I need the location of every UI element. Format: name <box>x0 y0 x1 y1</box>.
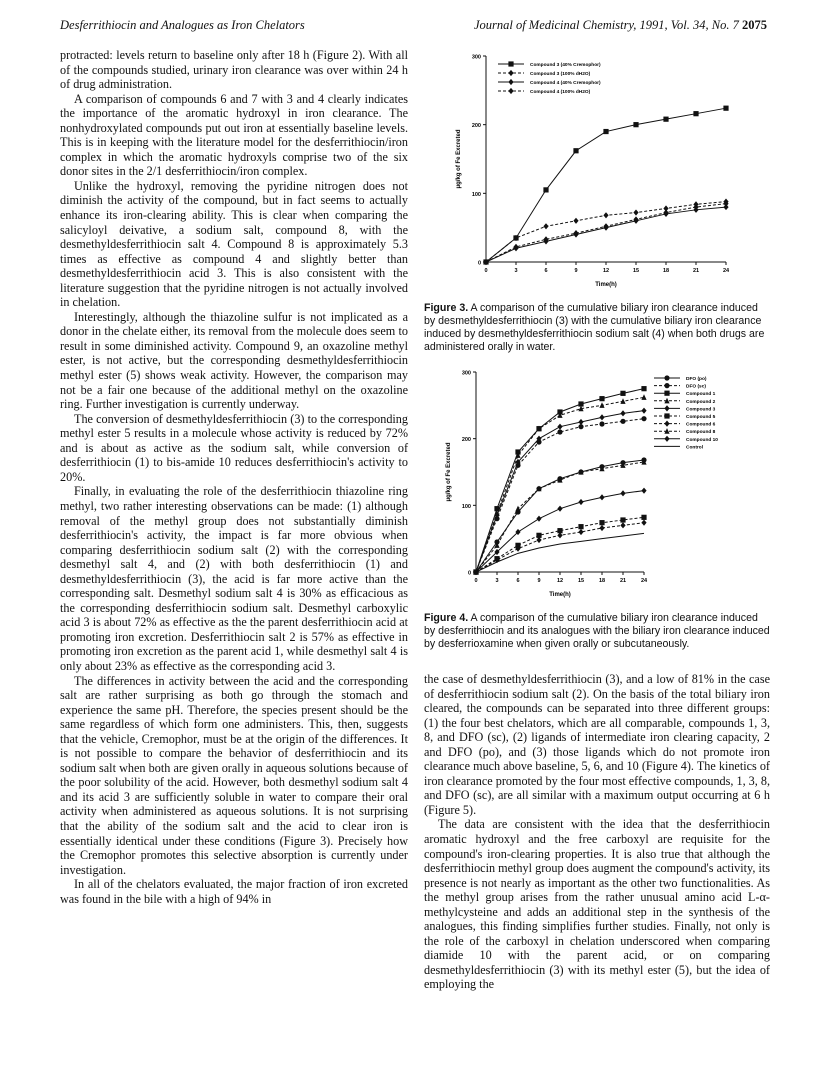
legend-entry: Compound 6 <box>686 422 716 428</box>
data-point <box>641 408 646 414</box>
x-tick-label: 12 <box>556 578 564 584</box>
figure-4-caption <box>424 612 770 651</box>
figure-3-caption <box>424 302 770 354</box>
x-tick-label: 9 <box>537 578 541 584</box>
series-6 <box>473 515 646 575</box>
legend-entry: Compound 10 <box>686 437 718 443</box>
x-axis-label: Time(h) <box>595 282 617 288</box>
data-point <box>603 129 608 134</box>
figure-4-chart <box>424 362 770 610</box>
data-point <box>557 506 562 512</box>
data-point <box>578 419 583 425</box>
data-point <box>620 419 625 424</box>
data-point <box>620 522 625 528</box>
y-tick-label: 100 <box>471 191 481 198</box>
x-tick-label: 0 <box>484 268 488 274</box>
series-line <box>476 397 644 572</box>
left-text-column <box>60 48 408 906</box>
data-point <box>620 398 625 404</box>
paragraph: the case of desmethyldesferrithiocin (3), and a low of 81% in the case of desferrithiocin sodium salt (2). On the basis of the total biliary iron cleared, the compounds can be separated into three different groups: (1) the four best chelators, which are all comparable, compounds 1, 3, 8, and DFO (sc), (2) ligands of intermediate iron clearing capacity, 2 and DFO (po), and (3) those ligands which do not promote iron clearance much above baseline, 5, 6, and 10 (Figure 4). The kinetics of iron clearance promoted by the four most effective compounds, 1, 3, 8, and DFO (sc), are all similar with a maximum output occurring at 6 h (Figure 5). <box>424 672 770 817</box>
legend-entry: Compound 2 <box>686 399 716 405</box>
legend-entry: DFO (sc) <box>686 384 706 390</box>
data-point <box>641 515 646 520</box>
x-tick-label: 18 <box>598 578 606 584</box>
legend-entry: Compound 5 <box>686 415 716 420</box>
data-point <box>641 488 646 494</box>
data-point <box>641 386 646 391</box>
y-axis-label: μg/kg of Fe Excreted <box>446 442 452 502</box>
data-point <box>599 494 604 500</box>
legend-entry: Compound 3 (100% dH2O) <box>530 72 591 77</box>
data-point <box>620 391 625 396</box>
series-line <box>476 419 644 572</box>
data-point <box>663 117 668 122</box>
series-2 <box>473 416 646 575</box>
data-point <box>515 506 520 512</box>
legend-entry: Compound 3 (40% Cremophor) <box>530 63 601 68</box>
data-point <box>536 516 541 522</box>
legend-marker <box>664 421 669 427</box>
figure-4-label: Figure 4. <box>424 612 469 624</box>
y-tick-label: 300 <box>461 370 471 377</box>
data-point <box>620 490 625 496</box>
y-tick-label: 300 <box>471 54 481 61</box>
page-number: 2075 <box>742 18 767 32</box>
y-tick-label: 0 <box>477 260 481 267</box>
legend-marker <box>664 391 669 396</box>
figure-3-chart <box>424 44 770 294</box>
paragraph: A comparison of compounds 6 and 7 with 3 and 4 clearly indicates the importance of the aromatic hydroxyl in iron clearance. The nonhydroxylated compounds put out iron at essentially baseline levels. This is in keeping with the literature model for the desferrithiocin/iron complex in which the aromatic hydroxyls comprise two of the six donor sites in the 2/1 desferrithiocin/iron complex. <box>60 91 408 179</box>
x-tick-label: 18 <box>662 268 670 274</box>
paragraph: The conversion of desmethyldesferrithiocin (3) to the corresponding methyl ester 5 results in a molecule whose activity is reduced by 72% and is about as active as the sodium salt, while conversion of desferrithiocin (1) to bis-amide 10 reduces desferrithiocin's activity to 20%. <box>60 411 408 484</box>
data-point <box>620 410 625 416</box>
running-head-title: Desferrithiocin and Analogues as Iron Chelators <box>60 18 305 32</box>
data-point <box>599 525 604 531</box>
paragraph: Unlike the hydroxyl, removing the pyridine nitrogen does not diminish the activity of the compound, but in fact seems to actually enhance its iron-clearing ability. This is clear when comparing the salicyloyl deivative, a sodium salt, compound 8, with the desmethyldesferrithiocin salt 4. Compound 8 is approximately 5.3 times as effective as compound 4 and slightly better than desmethyldesferrithiocin acid 3. This is also consistent with the literature suggestion that the pyridine nitrogen is not actually involved in chelation. <box>60 178 408 310</box>
data-point <box>641 416 646 421</box>
series-1 <box>483 106 728 265</box>
x-tick-label: 3 <box>495 578 499 584</box>
y-tick-label: 200 <box>471 123 481 130</box>
legend-marker <box>664 375 669 380</box>
x-tick-label: 24 <box>722 268 730 274</box>
x-tick-label: 6 <box>516 578 520 584</box>
x-tick-label: 21 <box>619 578 627 584</box>
x-tick-label: 24 <box>640 578 648 584</box>
legend-entry: Control <box>686 445 704 451</box>
series-7 <box>473 520 646 576</box>
paragraph: The data are consistent with the idea that the desferrithiocin aromatic hydroxyl and the free carboxyl are requisite for the compound's iron-clearing properties. It is also true that although the desferrithiocin methyl group does augment the compound's activity, its presence is not nearly as important as the other two functionalities. As the methyl group arises from the rather unusual amino acid L-α-methylcysteine and adds an additional step in the synthesis of the analogues, this finding simplifies further studies. Finally, not only is the role of the carboxyl in chelation underscored when comparing diamide 10 with the parent acid, or on comparing desmethyldesferrithiocin (3) with its methyl ester (5), but the idea of employing the <box>424 817 770 992</box>
paragraph: In all of the chelators evaluated, the major fraction of iron excreted was found in the bile with a high of 94% in <box>60 877 408 906</box>
x-axis-label: Time(h) <box>549 592 571 598</box>
legend-entry: DFO (po) <box>686 377 707 382</box>
x-tick-label: 6 <box>544 268 548 274</box>
series-line <box>476 533 644 572</box>
data-point <box>620 517 625 522</box>
data-point <box>578 499 583 505</box>
data-point <box>573 218 578 224</box>
data-point <box>573 148 578 153</box>
legend-entry: Compound 4 (100% dH2O) <box>530 90 591 95</box>
data-point <box>633 209 638 215</box>
paragraph: Finally, in evaluating the role of the desferrithiocin thiazoline ring methyl, two rather interesting observations can be made: (1) although removal of the methyl group does not substantially diminish desferrithiocin's activity, the impact is far more obvious when comparing desferrithiocin sodium salt (2) with the corresponding desmethyl salt 4, and (2) with both desferrithiocin (1) and desmethyldesferrithiocin (3), the acid is far more active than the corresponding salt. Desmethyl sodium salt 4 is 30% as efficacious as the corresponding desferrithiocin sodium salt. Desmethyl carboxylic acid 3 is about 72% as effective as the the parent desferrithiocin acid at promoting iron excretion. Desferrithiocin salt 2 is 57% as effective in promoting iron excretion as the parent acid 1, while desmethyl salt 4 is only about 23% as effective as the corresponding acid 3. <box>60 484 408 673</box>
data-point <box>599 520 604 525</box>
legend-marker <box>664 405 669 411</box>
x-tick-label: 12 <box>602 268 610 274</box>
data-point <box>557 424 562 430</box>
legend-marker <box>664 413 669 418</box>
data-point <box>599 414 604 420</box>
figure-3-label: Figure 3. <box>424 302 469 314</box>
paragraph: The differences in activity between the acid and the corresponding salt are rather surprising as both go through the stomach and experience the same pH. Therefore, the species present should be the same regardless of which form one administers. This, then, suggests that the vehicle, Cremophor, must be at the origin of the differences. It is not possible to compare the behavior of desferrithiocin and its sodium salt when both are given orally in aqueous solutions because of the poor solubility of the acid. However, both desmethyl sodium salt 4 and its acid 3 are sufficiently soluble in water to compare their oral activity when administered as aqueous solutions. It is not surprising that the ability of the sodium salt and the acid to clear iron is essentially identical under these conditions (Figure 3). Precisely how the Cremophor promotes this selective absorption is currently under investigation. <box>60 673 408 877</box>
x-tick-label: 9 <box>574 268 578 274</box>
paragraph: protracted: levels return to baseline only after 18 h (Figure 2). With all of the compounds studied, urinary iron clearance was over within 24 h of drug administration. <box>60 48 408 92</box>
data-point <box>603 212 608 218</box>
data-point <box>543 187 548 192</box>
data-point <box>633 122 638 127</box>
legend-marker <box>508 70 513 76</box>
legend-entry: Compound 4 (40% Cremophor) <box>530 81 601 86</box>
data-point <box>543 223 548 229</box>
x-tick-label: 0 <box>474 578 478 584</box>
data-point <box>578 529 583 535</box>
y-axis-label: μg/kg of Fe Excreted <box>456 129 462 189</box>
legend-marker <box>508 61 513 66</box>
paragraph: Interestingly, although the thiazoline sulfur is not implicated as a donor in the chelate either, its removal from the molecule does seem to result in some diminished activity. Compound 9, an oxazoline methyl ester, is not active, but the corresponding desmethyldesferrithiocin methyl ester (5) shows weak activity. However, the comparison may not be a fair one because of the additional methyl on the oxazoline ring. Further investigation is currently underway. <box>60 309 408 412</box>
y-tick-label: 0 <box>467 570 471 577</box>
y-tick-label: 100 <box>461 503 471 510</box>
data-point <box>641 520 646 526</box>
data-point <box>578 524 583 529</box>
legend-entry: Compound 1 <box>686 392 716 398</box>
series-10 <box>476 533 644 572</box>
data-point <box>599 421 604 426</box>
right-text-column <box>424 672 770 992</box>
data-point <box>557 429 562 434</box>
legend-marker <box>508 88 513 94</box>
journal-citation: Journal of Medicinal Chemistry, 1991, Vol. 34, No. 7 <box>473 18 739 32</box>
data-point <box>641 394 646 400</box>
figure-3-caption-text: A comparison of the cumulative biliary iron clearance induced by desmethyldesferrithiocin (3) with the cumulative biliary iron clearance induced by desmethyldesferrithiocin sodium salt (4) when both drugs are administered orally in water. <box>424 302 765 353</box>
legend-marker <box>508 79 513 85</box>
legend-marker <box>664 436 669 442</box>
data-point <box>599 396 604 401</box>
data-point <box>693 111 698 116</box>
data-point <box>723 106 728 111</box>
legend-entry: Compound 8 <box>686 430 716 436</box>
x-tick-label: 3 <box>514 268 518 274</box>
x-tick-label: 15 <box>632 268 640 274</box>
running-head-journal <box>474 18 767 33</box>
legend-marker <box>664 383 669 388</box>
x-tick-label: 15 <box>577 578 585 584</box>
x-tick-label: 21 <box>692 268 700 274</box>
y-tick-label: 200 <box>461 437 471 444</box>
legend-entry: Compound 3 <box>686 407 716 413</box>
figure-4-caption-text: A comparison of the cumulative biliary iron clearance induced by desferrithiocin and its analogues with the biliary iron clearance induced by desferrioxamine when given orally or subcutaneously. <box>424 612 770 650</box>
